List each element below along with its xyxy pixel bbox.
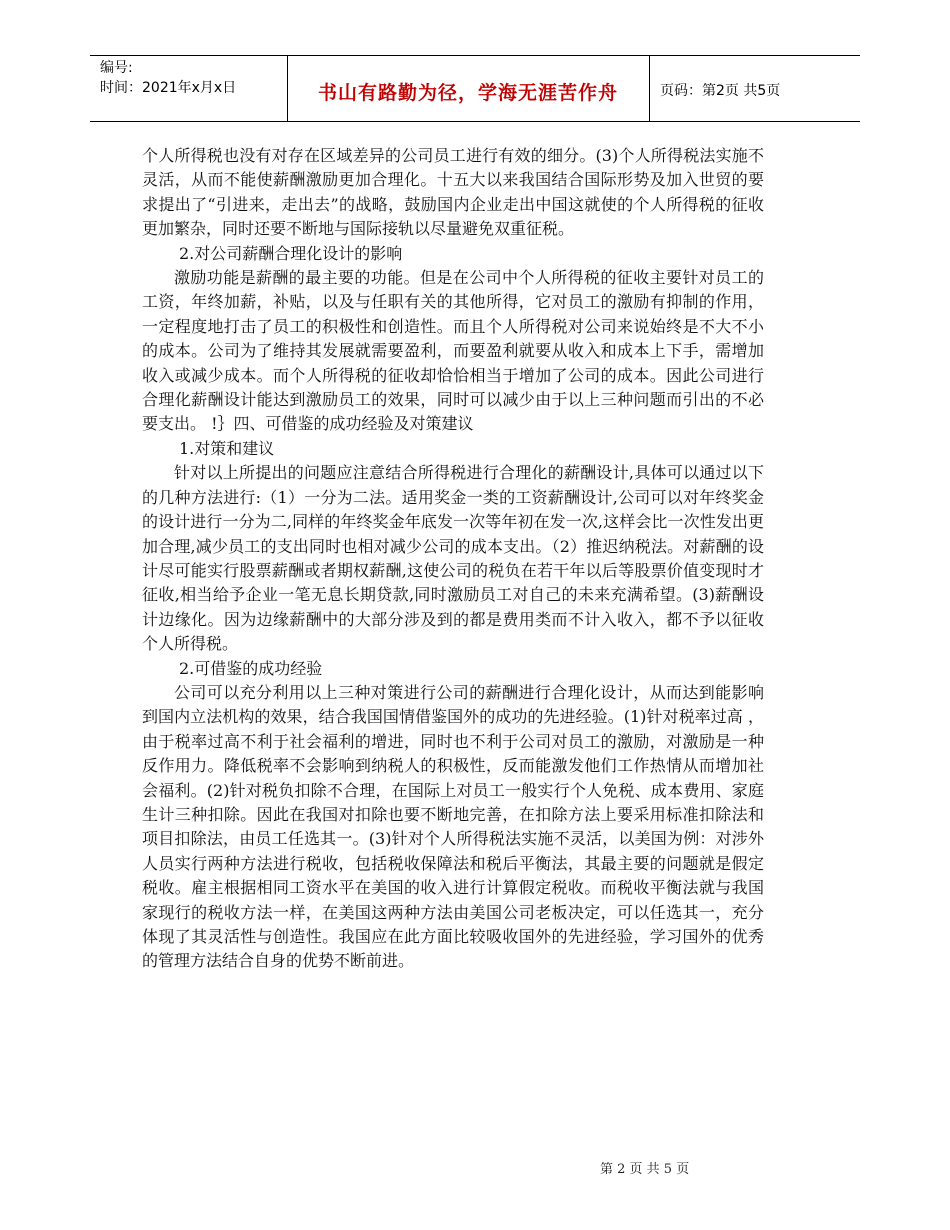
header-top-rule	[90, 55, 860, 56]
section-heading-countermeasures: 1.对策和建议	[179, 438, 275, 458]
paragraph-experience: 公司可以充分利用以上三种对策进行公司的薪酬进行合理化设计，从而达到能影响到国内立法机构的效果，结合我国国情借鉴国外的成功的先进经验。(1)针对税率过高 ，由于税率过高不利于社会福利的增进，同时也不利于公司对员工的激励，对激励是一种反作用力。降低税率不会影响到纳税人的积极性，反而能激发他们工作热情从而增加社会福利。(2)针对税负扣除不合理，在国际上对员工一般实行个人免税、成本费用、家庭生计三种扣除。因此在我国对扣除也要不断地完善，在扣除方法上要采用标准扣除法和项目扣除法，由员工任选其一。(3)针对个人所得税法实施不灵活，以美国为例：对涉外人员实行两种方法进行税收，包括税收保障法和税后平衡法，其最主要的问题就是假定税收。雇主根据相同工资水平在美国的收入进行计算假定税收。而税收平衡法就与我国家现行的税收方法一样，在美国这两种方法由美国公司老板决定，可以任选其一，充分体现了其灵活性与创造性。我国应在此方面比较吸收国外的先进经验，学习国外的优秀的管理方法结合自身的优势不断前进。	[142, 682, 764, 971]
document-body	[142, 144, 764, 974]
paragraph-incentive: 激励功能是薪酬的最主要的功能。但是在公司中个人所得税的征收主要针对员工的工资，年终加薪，补贴，以及与任职有关的其他所得，它对员工的激励有抑制的作用，一定程度地打击了员工的积极性和创造性。而且个人所得税对公司来说始终是不大不小的成本。公司为了维持其发展就需要盈利，而要盈利就要从收入和成本上下手，需增加收入或减少成本。而个人所得税的征收却恰恰相当于增加了公司的成本。因此公司进行合理化薪酬设计能达到激励员工的效果，同时可以减少由于以上三种问题而引出的不必要支出。 !｝四、可借鉴的成功经验及对策建议	[142, 268, 764, 434]
header-motto: 书山有路勤为径，学海无涯苦作舟	[317, 82, 618, 104]
header-divider-right	[649, 55, 650, 122]
paragraph-methods: 针对以上所提出的问题应注意结合所得税进行合理化的薪酬设计,具体可以通过以下的几种方法进行:（1）一分为二法。适用奖金一类的工资薪酬设计,公司可以对年终奖金的设计进行一分为二,同样的年终奖金年底发一次等年初在发一次,这样会比一次性发出更加合理,减少员工的支出同时也相对减少公司的成本支出。（2）推迟纳税法。对薪酬的设计尽可能实行股票薪酬或者期权薪酬,这使公司的税负在若干年以后等股票价值变现时才征收,相当给予企业一笔无息长期贷款,同时激励员工对自己的未来充满希望。(3)薪酬设计边缘化。因为边缘薪酬中的大部分涉及到的都是费用类而不计入收入，都不予以征收个人所得税。	[142, 463, 764, 654]
section-heading-impact: 2.对公司薪酬合理化设计的影响	[179, 243, 403, 263]
page-footer: 第 2 页 共 5 页	[600, 1162, 690, 1177]
header-number-label: 编号:	[100, 60, 133, 76]
header-meta	[100, 58, 236, 98]
section-heading-experience: 2.可借鉴的成功经验	[179, 658, 323, 678]
paragraph-continuation: 个人所得税也没有对存在区域差异的公司员工进行有效的细分。(3)个人所得税法实施不灵活，从而不能使薪酬激励更加合理化。十五大以来我国结合国际形势及加入世贸的要求提出了“引进来，走出去”的战略，鼓励国内企业走出中国这就使的个人所得税的征收更加繁杂，同时还要不断地与国际接轨以尽量避免双重征税。	[142, 146, 764, 239]
header-page-indicator: 页码：第2页 共5页	[660, 83, 781, 99]
header-time-label: 时间：2021年x月x日	[100, 80, 237, 96]
header-bottom-rule	[90, 121, 860, 122]
